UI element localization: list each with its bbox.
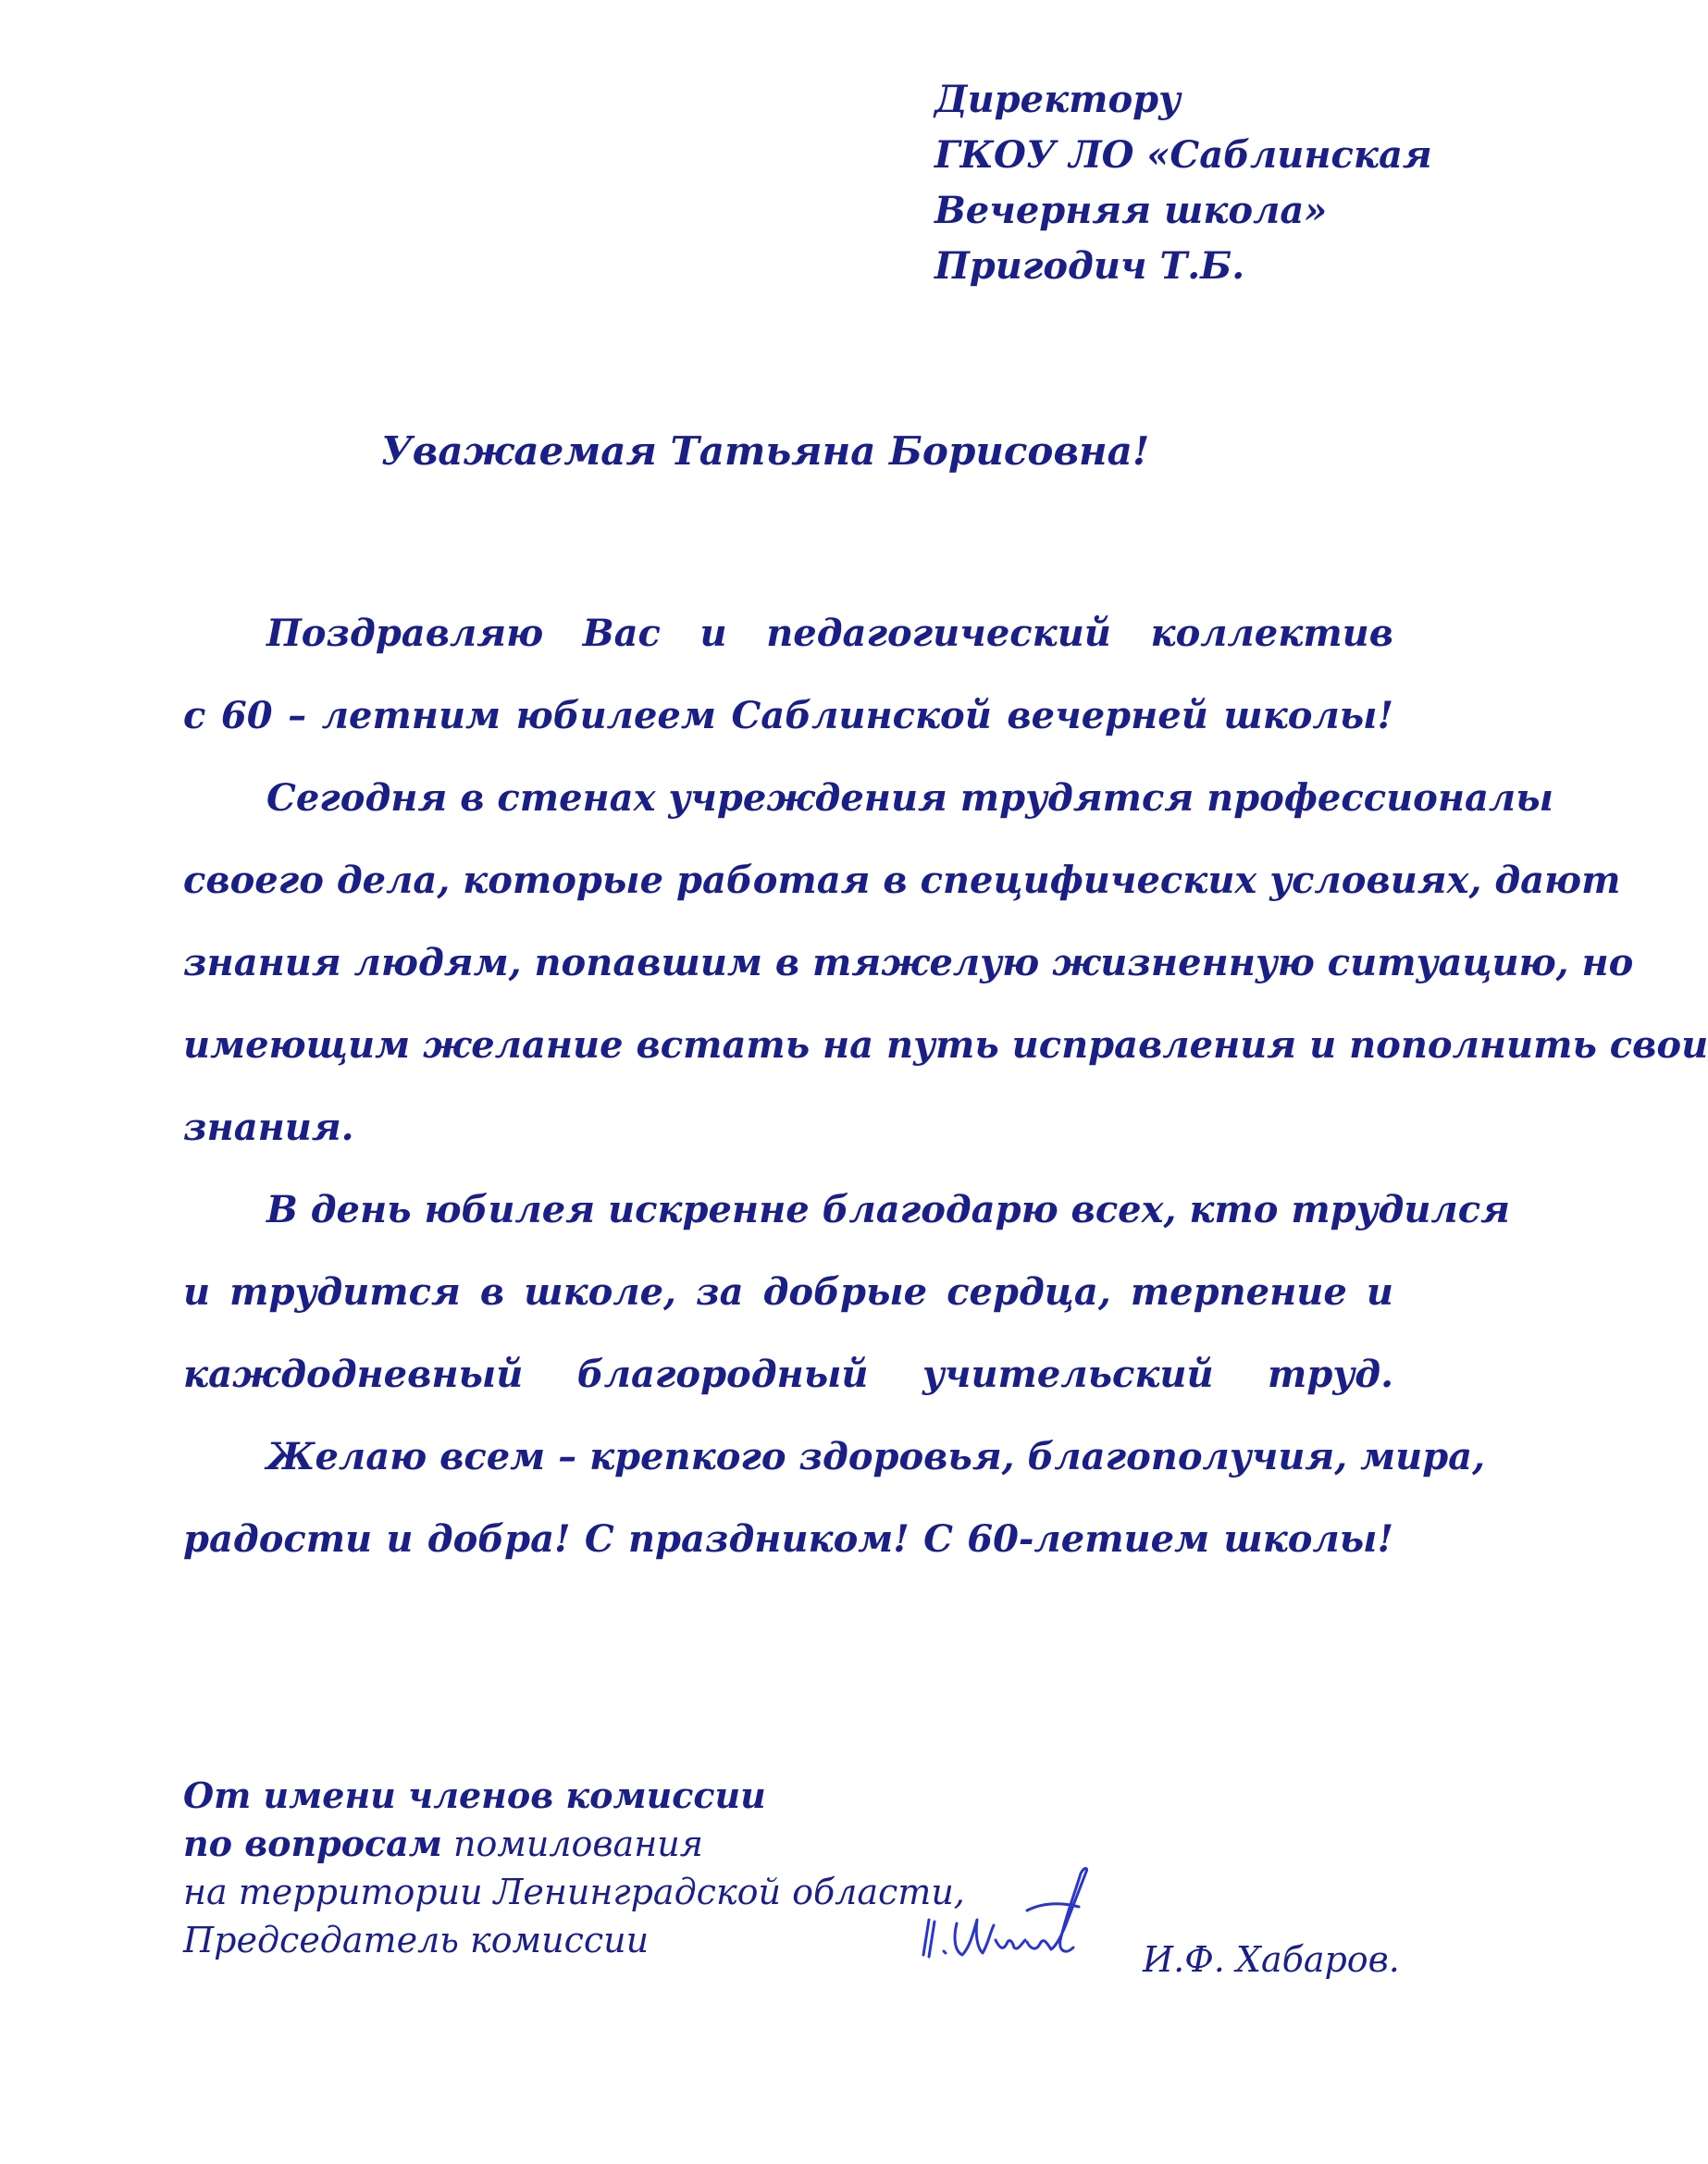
body-line: с 60 – летним юбилеем Саблинской вечерней школы!: [183, 694, 1393, 737]
addressee-line: Пригодич Т.Б.: [934, 244, 1245, 288]
addressee-line: ГКОУ ЛО «Саблинская: [934, 133, 1432, 177]
body-line: В день юбилея искренне благодарю всех, кто трудился: [266, 1188, 1510, 1231]
handwritten-signature: [916, 1855, 1101, 1966]
body-line: радости и добра! С праздником! С 60-летием школы!: [183, 1517, 1393, 1561]
sign-line: От имени членов комиссии: [183, 1774, 766, 1816]
signer-name: И.Ф. Хабаров.: [1143, 1939, 1400, 1980]
sign-line: Председатель комиссии: [183, 1920, 650, 1960]
body-line: Желаю всем – крепкого здоровья, благополучия, мира,: [266, 1435, 1486, 1478]
addressee-line: Директору: [934, 78, 1182, 121]
addressee-line: Вечерняя школа»: [934, 189, 1328, 232]
body-line: Сегодня в стенах учреждения трудятся профессионалы: [266, 776, 1553, 820]
body-line: знания.: [183, 1106, 354, 1149]
letter-body: [183, 592, 1708, 1580]
addressee-block: [934, 72, 1453, 294]
salutation: Уважаемая Татьяна Борисовна!: [380, 428, 1150, 474]
sign-line-part: помилования: [453, 1824, 703, 1864]
body-line: имеющим желание встать на путь исправления и пополнить свои: [183, 1023, 1708, 1067]
sign-line: на территории Ленинградской области,: [183, 1872, 965, 1912]
body-line: знания людям, попавшим в тяжелую жизненную ситуацию, но: [183, 941, 1634, 984]
body-line: каждодневный благородный учительский труд.: [183, 1353, 1393, 1396]
body-line: своего дела, которые работая в специфических условиях, дают: [183, 859, 1621, 902]
body-line: и трудится в школе, за добрые сердца, терпение и: [183, 1270, 1393, 1314]
sign-line-part: по вопросам: [183, 1823, 442, 1864]
body-line: Поздравляю Вас и педагогический коллектив: [266, 612, 1393, 655]
signature-block: [183, 1772, 965, 1964]
